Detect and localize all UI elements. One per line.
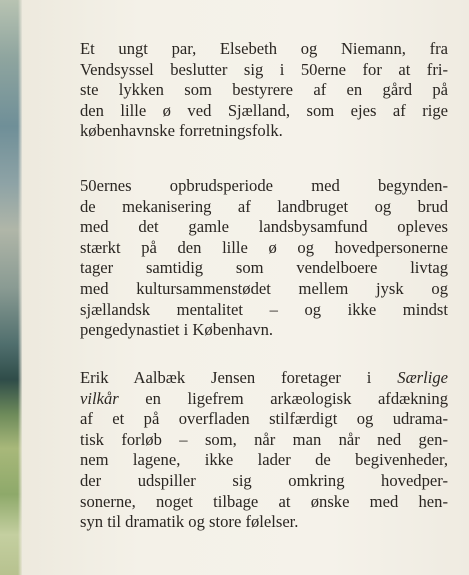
text-line: tager samtidig som vendelboere livtag xyxy=(80,258,448,278)
blurb-paragraph-1 xyxy=(80,39,448,142)
text-line: Et ungt par, Elsebeth og Niemann, fra xyxy=(80,39,448,58)
text-line: med kultursammenstødet mellem jysk og xyxy=(80,278,448,298)
text-line: sonerne, noget tilbage at ønske med hen- xyxy=(80,491,448,511)
text-line: stærkt på den lille ø og hovedpersonerne xyxy=(80,237,448,257)
text-line: 50ernes opbrudsperiode med begynden- xyxy=(80,176,448,195)
text-line: med det gamle landsbysamfund opleves xyxy=(80,217,448,237)
cover-illustration-edge xyxy=(0,0,22,575)
text-line xyxy=(80,389,448,410)
text-line: af et på overfladen stilfærdigt og udrama- xyxy=(80,409,448,429)
blurb-paragraph-3 xyxy=(80,368,448,533)
text-line: pengedynastiet i København. xyxy=(80,320,274,340)
text-line: sjællandsk mentalitet – og ikke mindst xyxy=(80,299,448,319)
text-line: ste lykken som bestyrere af en gård på xyxy=(80,80,448,100)
text-segment: en ligefrem arkæologisk afdækning xyxy=(118,388,448,408)
blurb-paragraph-2 xyxy=(80,176,448,341)
text-line: de mekanisering af landbruget og brud xyxy=(80,196,448,216)
text-line: der udspiller sig omkring hovedper- xyxy=(80,470,448,490)
text-segment: Erik Aalbæk Jensen foretager i xyxy=(80,368,398,387)
text-line: syn til dramatik og store følelser. xyxy=(80,512,299,532)
text-line: den lille ø ved Sjælland, som ejes af rige xyxy=(80,100,448,120)
text-line: nem lagene, ikke lader de begivenheder, xyxy=(80,450,448,470)
text-line: københavnske forretningsfolk. xyxy=(80,121,283,141)
book-title-italic: Særlige xyxy=(397,368,448,387)
text-line xyxy=(80,368,448,389)
book-title-italic: vilkår xyxy=(80,388,119,408)
text-line: Vendsyssel beslutter sig i 50erne for at fri- xyxy=(80,59,448,79)
text-line: tisk forløb – som, når man når ned gen- xyxy=(80,429,448,449)
